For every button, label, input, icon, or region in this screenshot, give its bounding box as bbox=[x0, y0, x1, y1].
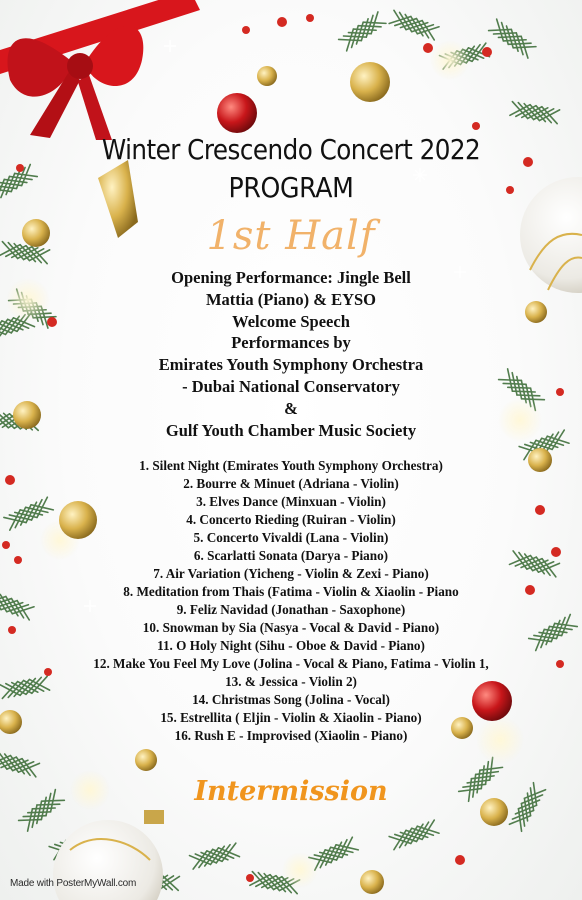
opening-line: - Dubai National Conservatory bbox=[182, 376, 400, 396]
list-item: 6. Scarlatti Sonata (Darya - Piano) bbox=[193, 548, 389, 563]
opening-section bbox=[0, 267, 582, 441]
list-item: 13. & Jessica - Violin 2) bbox=[225, 674, 357, 689]
program-list bbox=[0, 457, 582, 745]
opening-line: Welcome Speech bbox=[232, 311, 350, 331]
list-item: 11. O Holy Night (Sihu - Oboe & David - Piano) bbox=[157, 638, 425, 653]
list-item: 2. Bourre & Minuet (Adriana - Violin) bbox=[183, 476, 399, 491]
intermission-heading: Intermission bbox=[194, 776, 388, 807]
opening-line: & bbox=[284, 398, 298, 418]
list-item: 5. Concerto Vivaldi (Lana - Violin) bbox=[193, 530, 389, 545]
list-item: 14. Christmas Song (Jolina - Vocal) bbox=[192, 692, 390, 707]
list-item: 4. Concerto Rieding (Ruiran - Violin) bbox=[186, 512, 396, 527]
list-item: 10. Snowman by Sia (Nasya - Vocal & David - Piano) bbox=[142, 620, 440, 635]
list-item: 1. Silent Night (Emirates Youth Symphony Orchestra) bbox=[139, 458, 443, 473]
list-item: 7. Air Variation (Yicheng - Violin & Zexi - Piano) bbox=[153, 566, 429, 581]
ribbon-bow-icon bbox=[0, 0, 200, 140]
opening-line: Mattia (Piano) & EYSO bbox=[205, 289, 377, 309]
list-item: 9. Feliz Navidad (Jonathan - Saxophone) bbox=[176, 602, 406, 617]
first-half-heading: 1st Half bbox=[206, 213, 376, 259]
program-heading: PROGRAM bbox=[228, 171, 354, 204]
opening-line: Gulf Youth Chamber Music Society bbox=[165, 420, 417, 440]
list-item: 3. Elves Dance (Minxuan - Violin) bbox=[196, 494, 386, 509]
list-item: 15. Estrellita ( Eljin - Violin & Xiaolin - Piano) bbox=[160, 710, 422, 725]
list-item: 16. Rush E - Improvised (Xiaolin - Piano) bbox=[174, 728, 408, 743]
watermark-credit: Made with PosterMyWall.com bbox=[10, 878, 137, 889]
opening-line: Emirates Youth Symphony Orchestra bbox=[158, 355, 424, 375]
opening-line: Performances by bbox=[231, 333, 351, 353]
concert-title: Winter Crescendo Concert 2022 bbox=[101, 133, 481, 166]
opening-line: Opening Performance: Jingle Bell bbox=[171, 268, 411, 287]
pine-branch-icon bbox=[130, 837, 358, 893]
list-item: 12. Make You Feel My Love (Jolina - Vocal & Piano, Fatima - Violin 1, bbox=[93, 656, 489, 671]
list-item: 8. Meditation from Thais (Fatima - Violin & Xiaolin - Piano bbox=[123, 584, 459, 599]
